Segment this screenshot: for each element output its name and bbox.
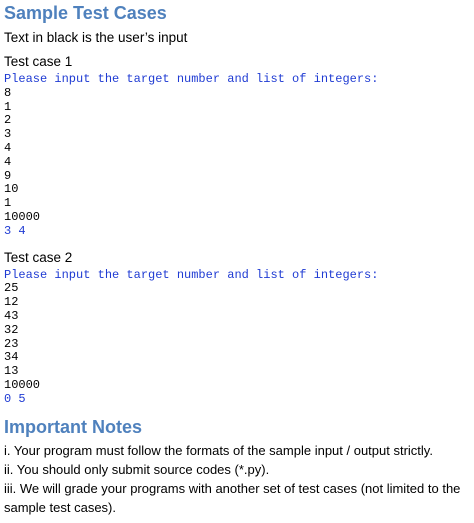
test-case-1-label: Test case 1	[4, 54, 73, 69]
note-item: ii. You should only submit source codes (*.py).	[4, 461, 270, 477]
test-case-1-console	[4, 73, 472, 239]
console-input-line: 4	[4, 140, 12, 155]
console-output-line: 0 5	[4, 391, 26, 406]
document-page	[4, 0, 472, 517]
console-input-line: 23	[4, 336, 19, 351]
console-input-line: 13	[4, 364, 19, 379]
test-case-2-label: Test case 2	[4, 249, 73, 265]
console-input-line: 43	[4, 308, 19, 323]
console-prompt: Please input the target number and list of integers:	[4, 267, 379, 282]
test-case-2-console	[4, 269, 472, 407]
console-input-line: 10	[4, 182, 19, 197]
console-input-line: 10000	[4, 377, 41, 392]
console-input-line: 12	[4, 295, 19, 310]
note-item: iii. We will grade your programs with another set of test cases (not limited to the sample test cases).	[4, 480, 461, 515]
console-input-line: 25	[4, 281, 19, 296]
sample-test-cases-heading: Sample Test Cases	[4, 3, 167, 23]
console-input-line: 8	[4, 85, 12, 100]
note-item: i. Your program must follow the formats of the sample input / output strictly.	[4, 442, 433, 458]
console-input-line: 4	[4, 154, 12, 169]
console-input-line: 34	[4, 350, 19, 365]
console-input-line: 2	[4, 113, 12, 128]
intro-text: Text in black is the user’s input	[4, 30, 188, 45]
console-input-line: 32	[4, 322, 19, 337]
console-input-line: 3	[4, 127, 12, 142]
important-notes-heading: Important Notes	[4, 416, 143, 437]
console-input-line: 1	[4, 196, 12, 211]
important-notes-list	[4, 441, 472, 517]
console-input-line: 9	[4, 168, 12, 183]
console-output-line: 3 4	[4, 223, 26, 238]
console-input-line: 10000	[4, 209, 41, 224]
console-input-line: 1	[4, 99, 12, 114]
console-prompt: Please input the target number and list of integers:	[4, 72, 379, 86]
